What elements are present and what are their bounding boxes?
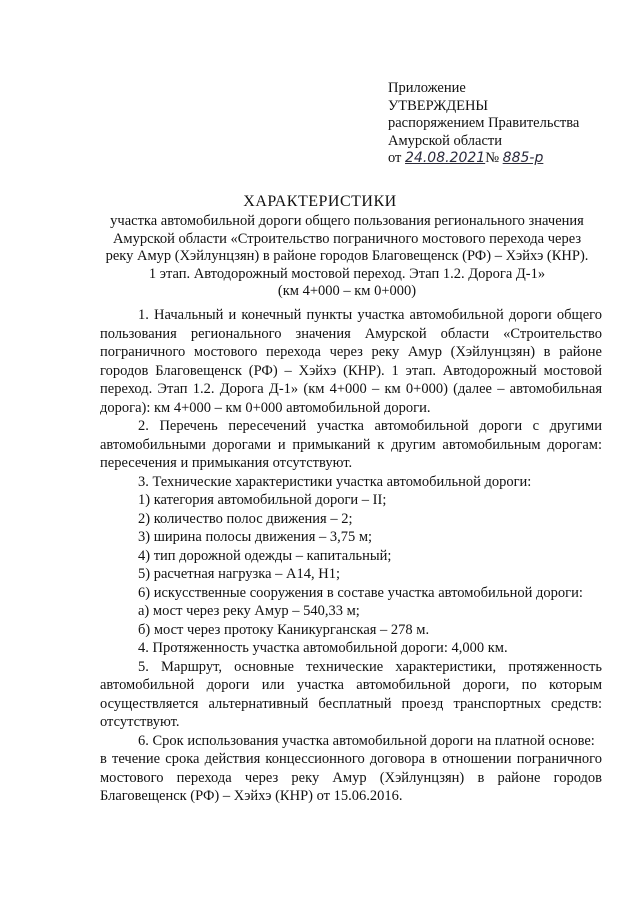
subtitle-line: участка автомобильной дороги общего пользования регионального значения bbox=[110, 213, 584, 229]
approval-approved: УТВЕРЖДЕНЫ bbox=[388, 97, 489, 114]
subtitle-line: 1 этап. Автодорожный мостовой переход. Этап 1.2. Дорога Д-1» bbox=[148, 265, 546, 282]
section-2: 2. Перечень пересечений участка автомобильной дороги с другими автомобильными дорогами и примыканий к другим автомобильным дорогам: пересечения и примыкания отсутствуют. bbox=[100, 418, 602, 471]
list-item: б) мост через протоку Каникурганская – 278 м. bbox=[138, 621, 430, 638]
list-item: 6) искусственные сооружения в составе участка автомобильной дороги: bbox=[138, 584, 583, 601]
document-subtitle bbox=[92, 213, 602, 301]
list-item: а) мост через реку Амур – 540,33 м; bbox=[138, 603, 360, 619]
document-title: ХАРАКТЕРИСТИКИ bbox=[243, 193, 397, 210]
approval-order: распоряжением Правительства bbox=[388, 115, 580, 131]
approval-block bbox=[388, 80, 618, 168]
approval-region: Амурской области bbox=[388, 132, 502, 149]
list-item: 1) категория автомобильной дороги – II; bbox=[138, 492, 387, 508]
date-prefix: от bbox=[388, 150, 402, 166]
section-1: 1. Начальный и конечный пункты участка автомобильной дороги общего пользования регионального значения Амурской области «Строительство пограничного мостового перехода через реку Амур (Хэйлунцзян) в районе городов Благовещенск (РФ) – Хэйхэ (КНР). 1 этап. Автодорожный мостовой переход. Этап 1.2. Дорога Д-1» (км 4+000 – км 0+000) (далее – автомобильная дорога): км 4+000 – км 0+000 автомобильной дороги. bbox=[100, 307, 602, 416]
subtitle-line: Амурской области «Строительство пограничного мостового перехода через bbox=[112, 230, 582, 247]
approval-date-line bbox=[388, 150, 618, 168]
number-label: № bbox=[485, 150, 500, 166]
list-item: 5) расчетная нагрузка – А14, Н1; bbox=[138, 566, 341, 582]
document-body bbox=[100, 306, 602, 806]
section-6-heading: 6. Срок использования участка автомобильной дороги на платной основе: bbox=[138, 732, 595, 749]
section-4: 4. Протяженность участка автомобильной дороги: 4,000 км. bbox=[138, 640, 508, 656]
section-6-text: в течение срока действия концессионного договора в отношении пограничного мостового перехода через реку Амур (Хэйлунцзян) в районе городов Благовещенск (РФ) – Хэйхэ (КНР) от 15.06.2016. bbox=[100, 751, 602, 804]
list-item: 2) количество полос движения – 2; bbox=[138, 510, 353, 527]
approval-appendix: Приложение bbox=[388, 80, 466, 96]
section-5: 5. Маршрут, основные технические характеристики, протяженность автомобильной дороги или участка автомобильной дороги, по которым осуществляется альтернативный бесплатный проезд транспортных средств: отсутствуют. bbox=[100, 658, 602, 730]
subtitle-line: реку Амур (Хэйлунцзян) в районе городов Благовещенск (РФ) – Хэйхэ (КНР). bbox=[105, 248, 589, 264]
section-3-heading: 3. Технические характеристики участка автомобильной дороги: bbox=[138, 473, 532, 490]
subtitle-line: (км 4+000 – км 0+000) bbox=[277, 283, 417, 299]
number-value: 885-р bbox=[502, 150, 544, 166]
date-value: 24.08.2021 bbox=[405, 150, 486, 166]
list-item: 3) ширина полосы движения – 3,75 м; bbox=[138, 529, 373, 545]
list-item: 4) тип дорожной одежды – капитальный; bbox=[138, 547, 392, 564]
